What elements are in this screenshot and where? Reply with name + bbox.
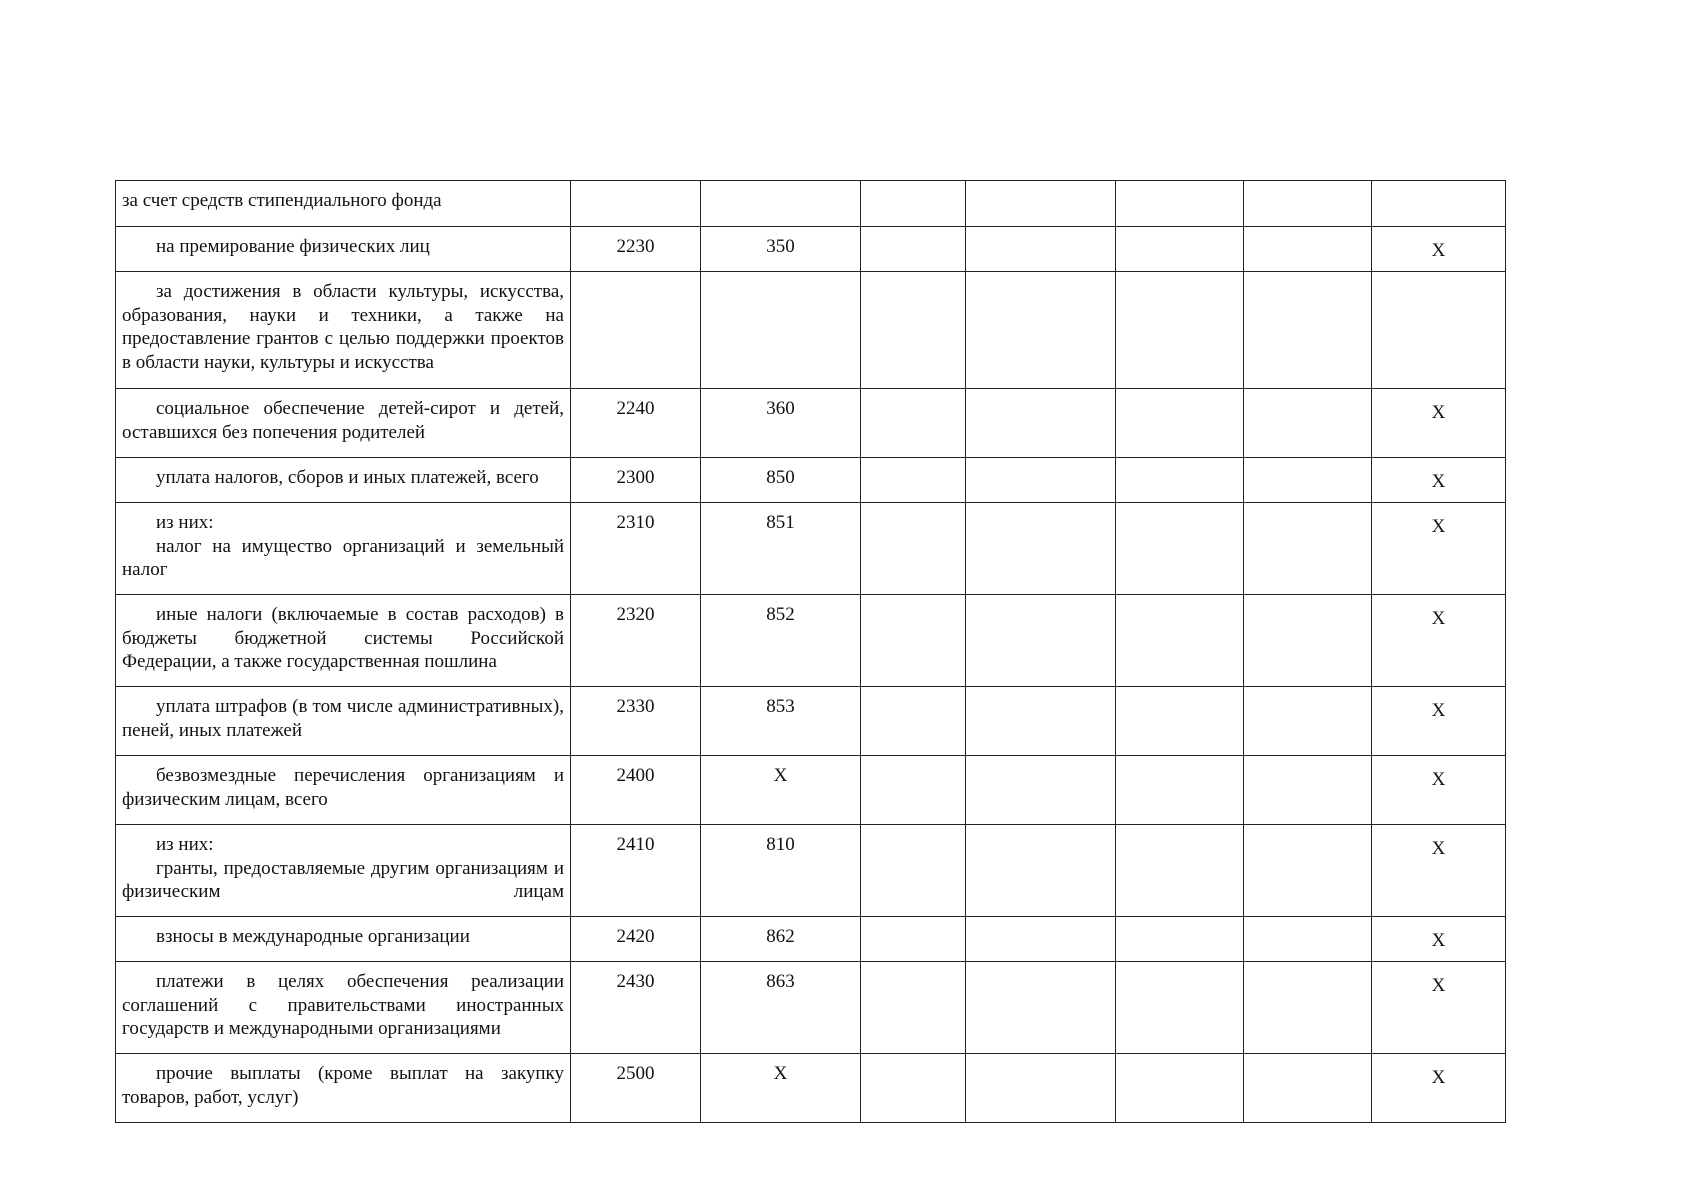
empty-cell — [1244, 503, 1372, 595]
empty-cell — [1244, 687, 1372, 756]
table-row — [116, 458, 1506, 503]
row-code-cell: 2430 — [571, 962, 701, 1054]
row-x-cell — [1372, 756, 1506, 825]
empty-cell — [861, 962, 966, 1054]
empty-cell — [1116, 389, 1244, 458]
table-row — [116, 962, 1506, 1054]
empty-cell — [1116, 687, 1244, 756]
empty-cell — [966, 181, 1116, 227]
row-x-cell — [1372, 272, 1506, 389]
x-mark: X — [1431, 769, 1446, 790]
row-x-cell — [1372, 595, 1506, 687]
row-kbk-cell: X — [701, 756, 861, 825]
x-mark: X — [1431, 838, 1446, 859]
row-name-text: из них: — [156, 512, 214, 533]
empty-cell — [1244, 825, 1372, 917]
empty-cell — [1244, 389, 1372, 458]
table-row — [116, 756, 1506, 825]
empty-cell — [1244, 458, 1372, 503]
empty-cell — [861, 687, 966, 756]
row-name-text: уплата налогов, сборов и иных платежей, всего — [156, 467, 539, 488]
row-code-cell — [571, 272, 701, 389]
empty-cell — [1116, 272, 1244, 389]
row-name-cell — [116, 227, 571, 272]
table-row — [116, 389, 1506, 458]
row-x-cell — [1372, 962, 1506, 1054]
row-x-cell — [1372, 181, 1506, 227]
document-sheet — [115, 180, 1505, 1123]
table-row — [116, 917, 1506, 962]
empty-cell — [1116, 181, 1244, 227]
row-name-text: налог на имущество организаций и земельный налог — [122, 535, 564, 580]
row-name-cell — [116, 1054, 571, 1123]
empty-cell — [861, 595, 966, 687]
empty-cell — [1244, 917, 1372, 962]
row-code-cell: 2500 — [571, 1054, 701, 1123]
row-name-text: социальное обеспечение детей-сирот и детей, оставшихся без попечения родителей — [122, 398, 564, 443]
row-kbk-cell: 851 — [701, 503, 861, 595]
row-name-cell — [116, 595, 571, 687]
row-name-cell — [116, 181, 571, 227]
empty-cell — [1244, 962, 1372, 1054]
row-x-cell — [1372, 389, 1506, 458]
x-mark: X — [1431, 1067, 1446, 1088]
row-name-text: за достижения в области культуры, искусства, образования, науки и техники, а также на предоставление грантов с целью поддержки проектов в области науки, культуры и искусства — [122, 281, 564, 373]
table-row — [116, 503, 1506, 595]
row-name-text: платежи в целях обеспечения реализации соглашений с правительствами иностранных государств и международными организациями — [122, 971, 564, 1039]
row-name-cell — [116, 756, 571, 825]
row-code-cell: 2410 — [571, 825, 701, 917]
empty-cell — [966, 917, 1116, 962]
empty-cell — [966, 756, 1116, 825]
row-name-cell — [116, 962, 571, 1054]
x-mark: X — [1431, 516, 1446, 537]
empty-cell — [1244, 272, 1372, 389]
row-name-text: взносы в международные организации — [156, 926, 470, 947]
empty-cell — [966, 825, 1116, 917]
row-name-text: из них: — [156, 834, 214, 855]
empty-cell — [1116, 227, 1244, 272]
row-code-cell: 2420 — [571, 917, 701, 962]
empty-cell — [1244, 181, 1372, 227]
empty-cell — [861, 272, 966, 389]
row-name-cell — [116, 503, 571, 595]
row-x-cell — [1372, 503, 1506, 595]
row-name-text: иные налоги (включаемые в состав расходов) в бюджеты бюджетной системы Российской Федерации, а также государственная пошлина — [122, 604, 564, 672]
row-name-text: безвозмездные перечисления организациям и физическим лицам, всего — [122, 765, 564, 810]
row-kbk-cell — [701, 181, 861, 227]
empty-cell — [1244, 595, 1372, 687]
empty-cell — [1116, 458, 1244, 503]
empty-cell — [966, 503, 1116, 595]
empty-cell — [966, 227, 1116, 272]
row-x-cell — [1372, 687, 1506, 756]
empty-cell — [861, 1054, 966, 1123]
row-code-cell: 2300 — [571, 458, 701, 503]
row-name-text: уплата штрафов (в том числе административных), пеней, иных платежей — [122, 696, 564, 741]
table-row — [116, 687, 1506, 756]
x-mark: X — [1431, 975, 1446, 996]
row-code-cell — [571, 181, 701, 227]
row-code-cell: 2400 — [571, 756, 701, 825]
row-x-cell — [1372, 458, 1506, 503]
empty-cell — [1116, 595, 1244, 687]
empty-cell — [1244, 1054, 1372, 1123]
row-kbk-cell: 863 — [701, 962, 861, 1054]
empty-cell — [1116, 756, 1244, 825]
row-code-cell: 2230 — [571, 227, 701, 272]
empty-cell — [966, 272, 1116, 389]
row-name-text: прочие выплаты (кроме выплат на закупку товаров, работ, услуг) — [122, 1063, 564, 1108]
row-kbk-cell: 862 — [701, 917, 861, 962]
row-kbk-cell: X — [701, 1054, 861, 1123]
row-code-cell: 2310 — [571, 503, 701, 595]
empty-cell — [861, 756, 966, 825]
empty-cell — [1244, 227, 1372, 272]
row-kbk-cell: 853 — [701, 687, 861, 756]
empty-cell — [1244, 756, 1372, 825]
row-name-cell — [116, 687, 571, 756]
empty-cell — [1116, 503, 1244, 595]
row-name-text: за счет средств стипендиального фонда — [122, 190, 442, 211]
x-mark: X — [1431, 930, 1446, 951]
row-code-cell: 2320 — [571, 595, 701, 687]
table-row — [116, 227, 1506, 272]
empty-cell — [966, 595, 1116, 687]
empty-cell — [1116, 825, 1244, 917]
table-row — [116, 825, 1506, 917]
row-code-cell: 2240 — [571, 389, 701, 458]
empty-cell — [966, 1054, 1116, 1123]
empty-cell — [861, 503, 966, 595]
empty-cell — [966, 389, 1116, 458]
empty-cell — [1116, 917, 1244, 962]
row-name-cell — [116, 917, 571, 962]
row-kbk-cell: 852 — [701, 595, 861, 687]
empty-cell — [861, 227, 966, 272]
table-row — [116, 595, 1506, 687]
empty-cell — [1116, 962, 1244, 1054]
row-name-cell — [116, 825, 571, 917]
x-mark: X — [1431, 471, 1446, 492]
row-x-cell — [1372, 1054, 1506, 1123]
x-mark: X — [1431, 402, 1446, 423]
empty-cell — [861, 825, 966, 917]
empty-cell — [1116, 1054, 1244, 1123]
budget-table — [115, 180, 1506, 1123]
table-row — [116, 272, 1506, 389]
row-name-cell — [116, 389, 571, 458]
row-x-cell — [1372, 917, 1506, 962]
x-mark: X — [1431, 700, 1446, 721]
empty-cell — [861, 389, 966, 458]
empty-cell — [861, 458, 966, 503]
row-x-cell — [1372, 227, 1506, 272]
row-kbk-cell: 810 — [701, 825, 861, 917]
empty-cell — [966, 687, 1116, 756]
row-kbk-cell — [701, 272, 861, 389]
row-x-cell — [1372, 825, 1506, 917]
row-name-text: на премирование физических лиц — [156, 236, 430, 257]
row-kbk-cell: 850 — [701, 458, 861, 503]
x-mark: X — [1431, 240, 1446, 261]
x-mark: X — [1431, 608, 1446, 629]
empty-cell — [966, 458, 1116, 503]
row-name-cell — [116, 458, 571, 503]
row-code-cell: 2330 — [571, 687, 701, 756]
table-row — [116, 1054, 1506, 1123]
empty-cell — [966, 962, 1116, 1054]
table-row — [116, 181, 1506, 227]
row-name-text: гранты, предоставляемые другим организациям и физическим лицам — [122, 857, 564, 902]
row-kbk-cell: 350 — [701, 227, 861, 272]
row-kbk-cell: 360 — [701, 389, 861, 458]
empty-cell — [861, 181, 966, 227]
empty-cell — [861, 917, 966, 962]
row-name-cell — [116, 272, 571, 389]
